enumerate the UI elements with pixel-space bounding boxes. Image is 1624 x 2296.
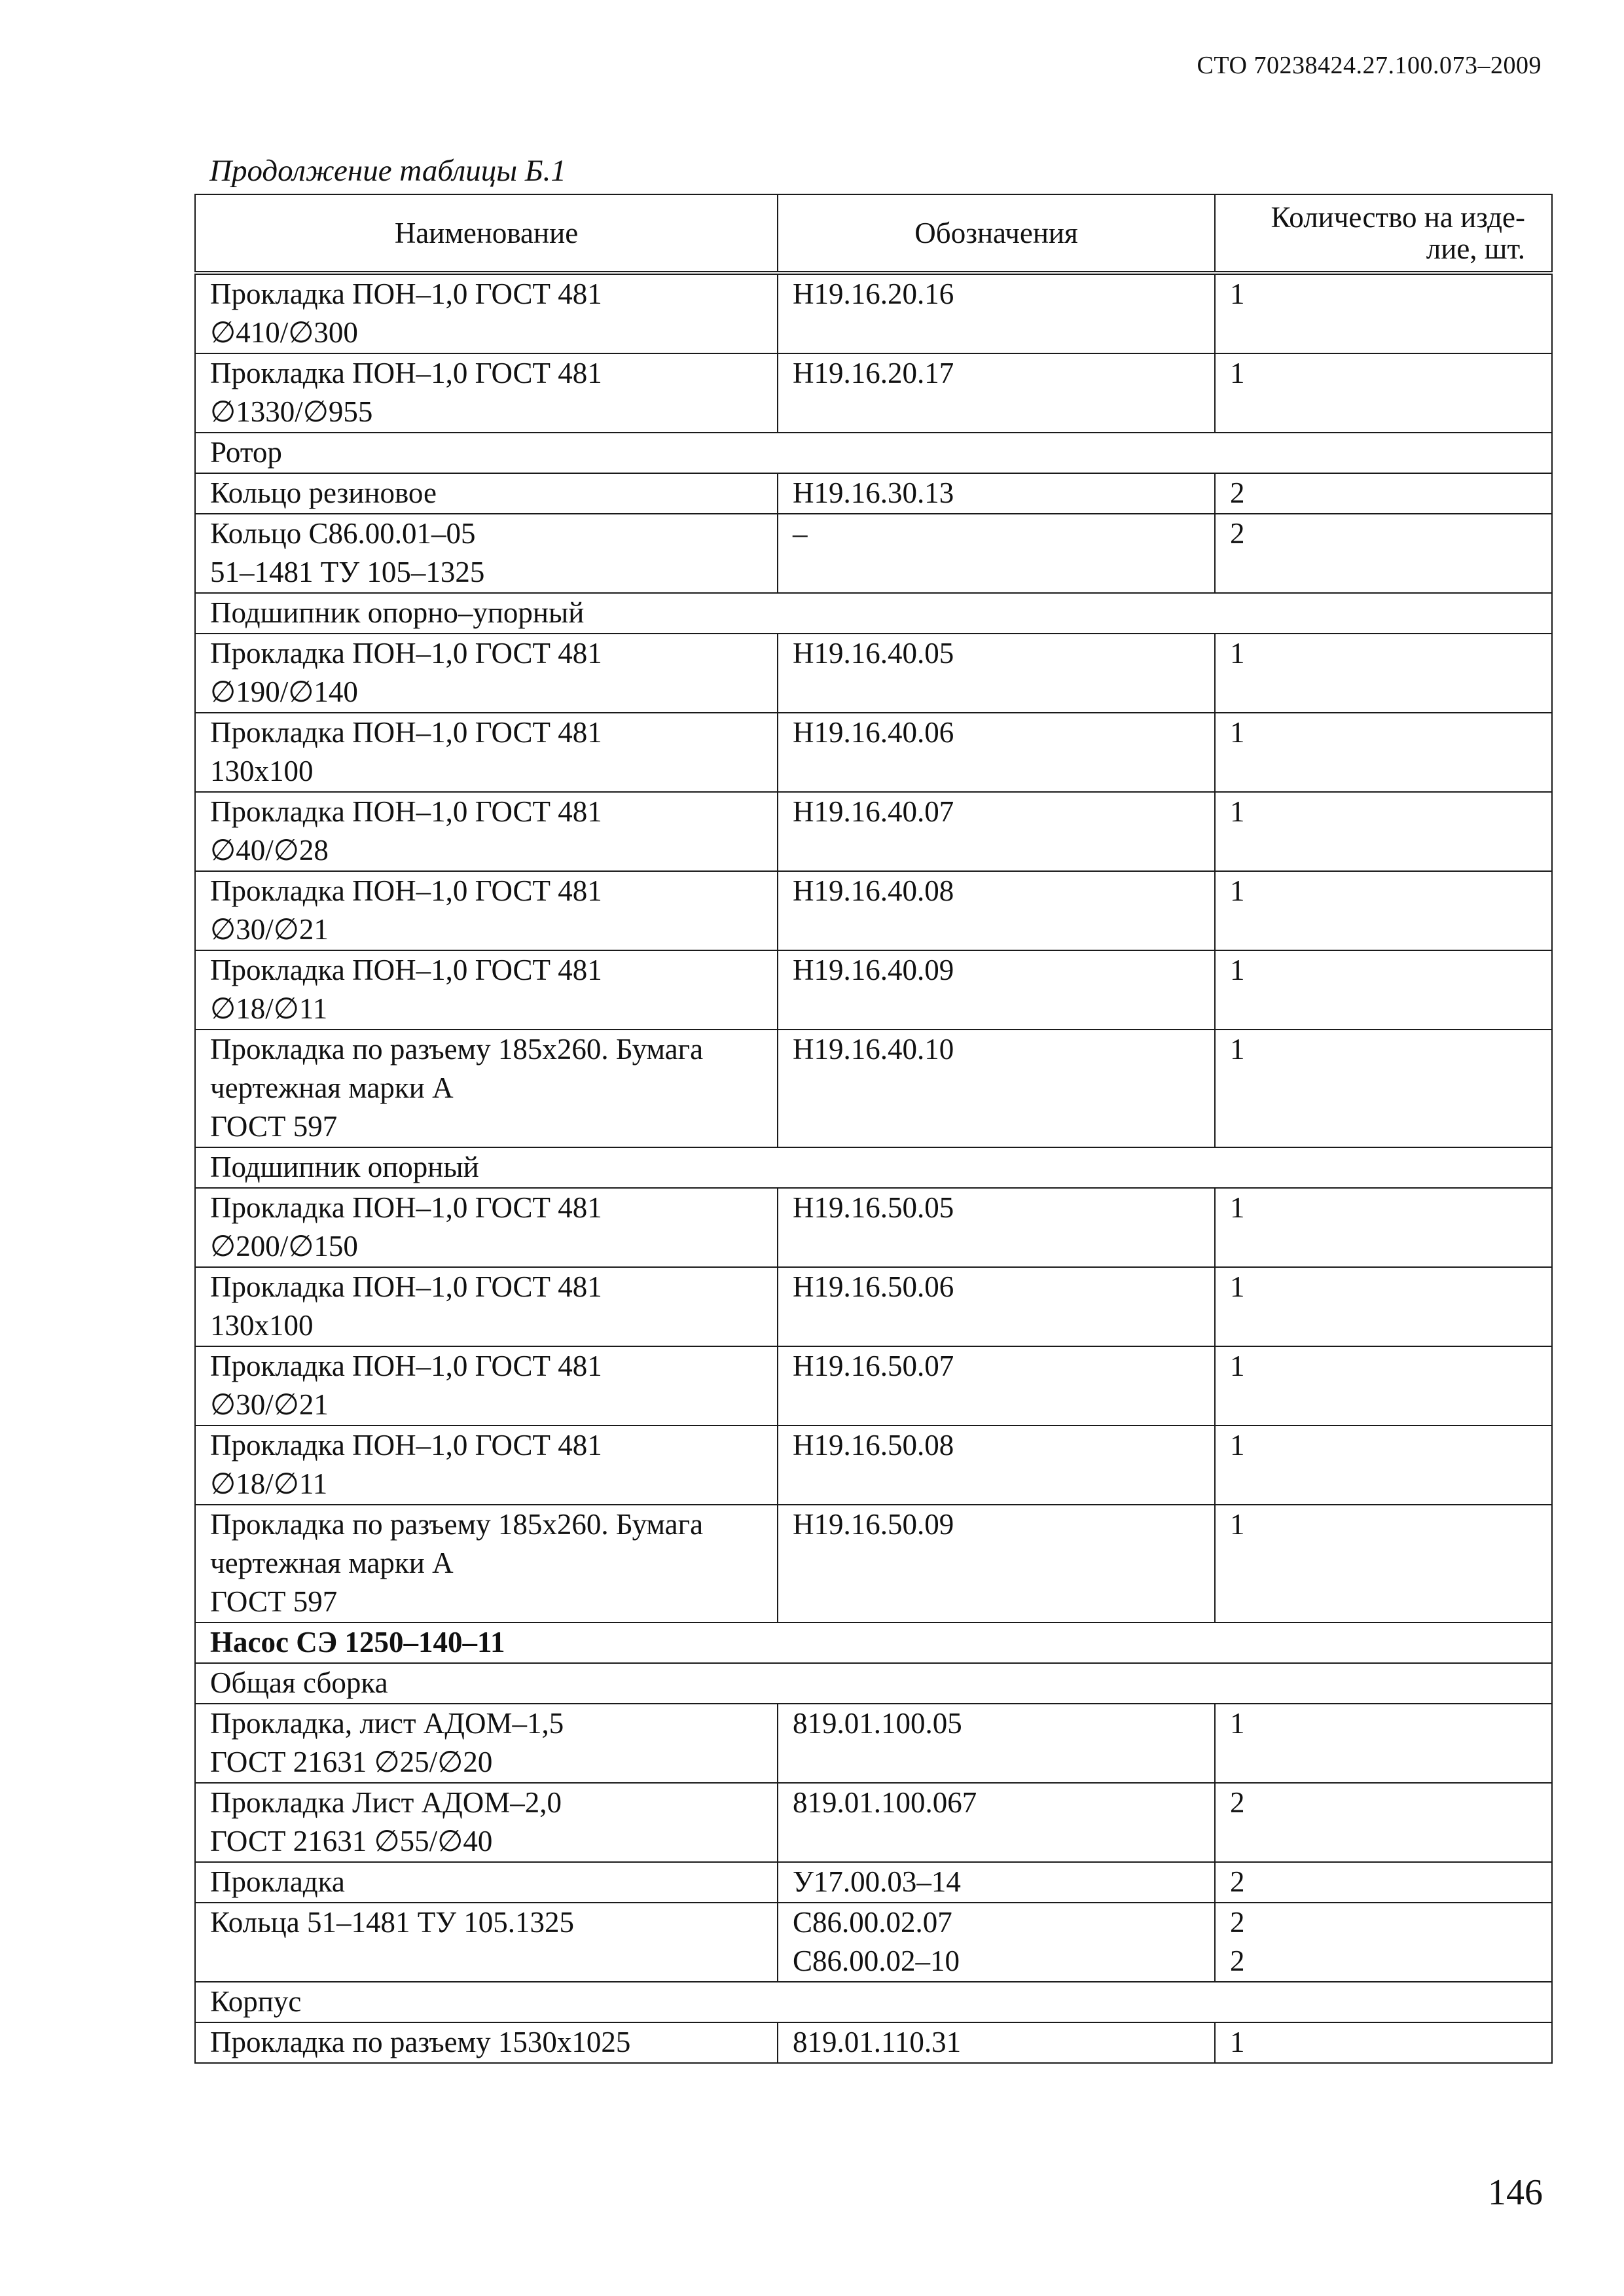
cell-designation: Н19.16.40.05 xyxy=(778,634,1215,713)
cell-name: Прокладка xyxy=(195,1862,778,1903)
table-row xyxy=(195,1188,1552,1267)
table-row xyxy=(195,1426,1552,1505)
table-row xyxy=(195,1783,1552,1862)
table-row xyxy=(195,1346,1552,1426)
cell-designation: Н19.16.50.09 xyxy=(778,1505,1215,1623)
cell-name: Прокладка ПОН–1,0 ГОСТ 481 ∅18/∅11 xyxy=(195,1426,778,1505)
cell-quantity: 1 xyxy=(1215,1505,1552,1623)
cell-name: Прокладка по разъему 185х260. Бумага чертежная марки А ГОСТ 597 xyxy=(195,1505,778,1623)
table-body xyxy=(195,273,1552,2063)
cell-quantity: 1 xyxy=(1215,1267,1552,1346)
cell-name: Кольцо резиновое xyxy=(195,473,778,514)
page-number: 146 xyxy=(1488,2172,1543,2213)
cell-name: Прокладка ПОН–1,0 ГОСТ 481 ∅200/∅150 xyxy=(195,1188,778,1267)
cell-designation: С86.00.02.07 С86.00.02–10 xyxy=(778,1903,1215,1982)
group-title: Насос СЭ 1250–140–11 xyxy=(195,1623,1552,1663)
table-row xyxy=(195,273,1552,353)
cell-quantity: 1 xyxy=(1215,871,1552,950)
document-code: СТО 70238424.27.100.073–2009 xyxy=(1197,52,1542,79)
cell-designation: 819.01.100.05 xyxy=(778,1704,1215,1783)
cell-name: Прокладка ПОН–1,0 ГОСТ 481 ∅40/∅28 xyxy=(195,792,778,871)
cell-quantity: 1 xyxy=(1215,1704,1552,1783)
table-row xyxy=(195,2022,1552,2063)
cell-quantity: 1 xyxy=(1215,353,1552,433)
cell-quantity: 1 xyxy=(1215,950,1552,1030)
table-row xyxy=(195,1704,1552,1783)
cell-quantity: 1 xyxy=(1215,1188,1552,1267)
cell-name: Прокладка ПОН–1,0 ГОСТ 481 ∅30/∅21 xyxy=(195,1346,778,1426)
table-row xyxy=(195,871,1552,950)
section-title: Корпус xyxy=(195,1982,1552,2022)
cell-designation: Н19.16.50.07 xyxy=(778,1346,1215,1426)
cell-designation: Н19.16.40.06 xyxy=(778,713,1215,792)
specification-table xyxy=(194,194,1553,2064)
section-row xyxy=(195,1982,1552,2022)
cell-designation: 819.01.110.31 xyxy=(778,2022,1215,2063)
group-header-row xyxy=(195,1623,1552,1663)
table-row xyxy=(195,473,1552,514)
table-row xyxy=(195,514,1552,593)
cell-designation: Н19.16.40.10 xyxy=(778,1030,1215,1147)
cell-quantity: 1 xyxy=(1215,2022,1552,2063)
cell-name: Прокладка ПОН–1,0 ГОСТ 481 ∅410/∅300 xyxy=(195,273,778,353)
section-title: Подшипник опорный xyxy=(195,1147,1552,1188)
cell-quantity: 2 2 xyxy=(1215,1903,1552,1982)
table-row xyxy=(195,634,1552,713)
cell-designation: У17.00.03–14 xyxy=(778,1862,1215,1903)
table-row xyxy=(195,713,1552,792)
cell-quantity: 2 xyxy=(1215,1862,1552,1903)
cell-quantity: 1 xyxy=(1215,1346,1552,1426)
cell-quantity: 2 xyxy=(1215,514,1552,593)
section-row xyxy=(195,1147,1552,1188)
table-row xyxy=(195,1903,1552,1982)
section-row xyxy=(195,593,1552,634)
cell-quantity: 2 xyxy=(1215,473,1552,514)
cell-designation: Н19.16.50.05 xyxy=(778,1188,1215,1267)
column-header-designation: Обозначения xyxy=(778,194,1215,273)
section-title: Подшипник опорно–упорный xyxy=(195,593,1552,634)
cell-quantity: 1 xyxy=(1215,713,1552,792)
cell-designation: 819.01.100.067 xyxy=(778,1783,1215,1862)
cell-name: Кольца 51–1481 ТУ 105.1325 xyxy=(195,1903,778,1982)
table-caption: Продолжение таблицы Б.1 xyxy=(209,154,566,188)
cell-name: Прокладка ПОН–1,0 ГОСТ 481 ∅1330/∅955 xyxy=(195,353,778,433)
section-title: Ротор xyxy=(195,433,1552,473)
table-row xyxy=(195,1862,1552,1903)
cell-name: Прокладка, лист АДОМ–1,5 ГОСТ 21631 ∅25/∅20 xyxy=(195,1704,778,1783)
cell-name: Кольцо С86.00.01–05 51–1481 ТУ 105–1325 xyxy=(195,514,778,593)
section-row xyxy=(195,433,1552,473)
cell-designation: Н19.16.40.08 xyxy=(778,871,1215,950)
table-row xyxy=(195,792,1552,871)
cell-name: Прокладка Лист АДОМ–2,0 ГОСТ 21631 ∅55/∅40 xyxy=(195,1783,778,1862)
cell-quantity: 1 xyxy=(1215,792,1552,871)
table-row xyxy=(195,1030,1552,1147)
table-row xyxy=(195,1505,1552,1623)
table-row xyxy=(195,1267,1552,1346)
cell-name: Прокладка ПОН–1,0 ГОСТ 481 ∅30/∅21 xyxy=(195,871,778,950)
cell-name: Прокладка по разъему 185х260. Бумага чертежная марки А ГОСТ 597 xyxy=(195,1030,778,1147)
section-title: Общая сборка xyxy=(195,1663,1552,1704)
cell-designation: Н19.16.20.17 xyxy=(778,353,1215,433)
column-header-name: Наименование xyxy=(195,194,778,273)
cell-name: Прокладка ПОН–1,0 ГОСТ 481 130х100 xyxy=(195,1267,778,1346)
cell-quantity: 2 xyxy=(1215,1783,1552,1862)
cell-name: Прокладка ПОН–1,0 ГОСТ 481 ∅190/∅140 xyxy=(195,634,778,713)
column-header-quantity: Количество на изде- лие, шт. xyxy=(1215,194,1552,273)
cell-name: Прокладка по разъему 1530х1025 xyxy=(195,2022,778,2063)
cell-quantity: 1 xyxy=(1215,273,1552,353)
cell-quantity: 1 xyxy=(1215,634,1552,713)
cell-designation: Н19.16.50.08 xyxy=(778,1426,1215,1505)
cell-designation: Н19.16.40.09 xyxy=(778,950,1215,1030)
cell-name: Прокладка ПОН–1,0 ГОСТ 481 130х100 xyxy=(195,713,778,792)
table-row xyxy=(195,950,1552,1030)
cell-designation: – xyxy=(778,514,1215,593)
table-row xyxy=(195,353,1552,433)
table-header-row xyxy=(195,194,1552,273)
cell-quantity: 1 xyxy=(1215,1426,1552,1505)
cell-designation: Н19.16.30.13 xyxy=(778,473,1215,514)
cell-designation: Н19.16.20.16 xyxy=(778,273,1215,353)
cell-designation: Н19.16.40.07 xyxy=(778,792,1215,871)
cell-designation: Н19.16.50.06 xyxy=(778,1267,1215,1346)
cell-quantity: 1 xyxy=(1215,1030,1552,1147)
section-row xyxy=(195,1663,1552,1704)
cell-name: Прокладка ПОН–1,0 ГОСТ 481 ∅18/∅11 xyxy=(195,950,778,1030)
